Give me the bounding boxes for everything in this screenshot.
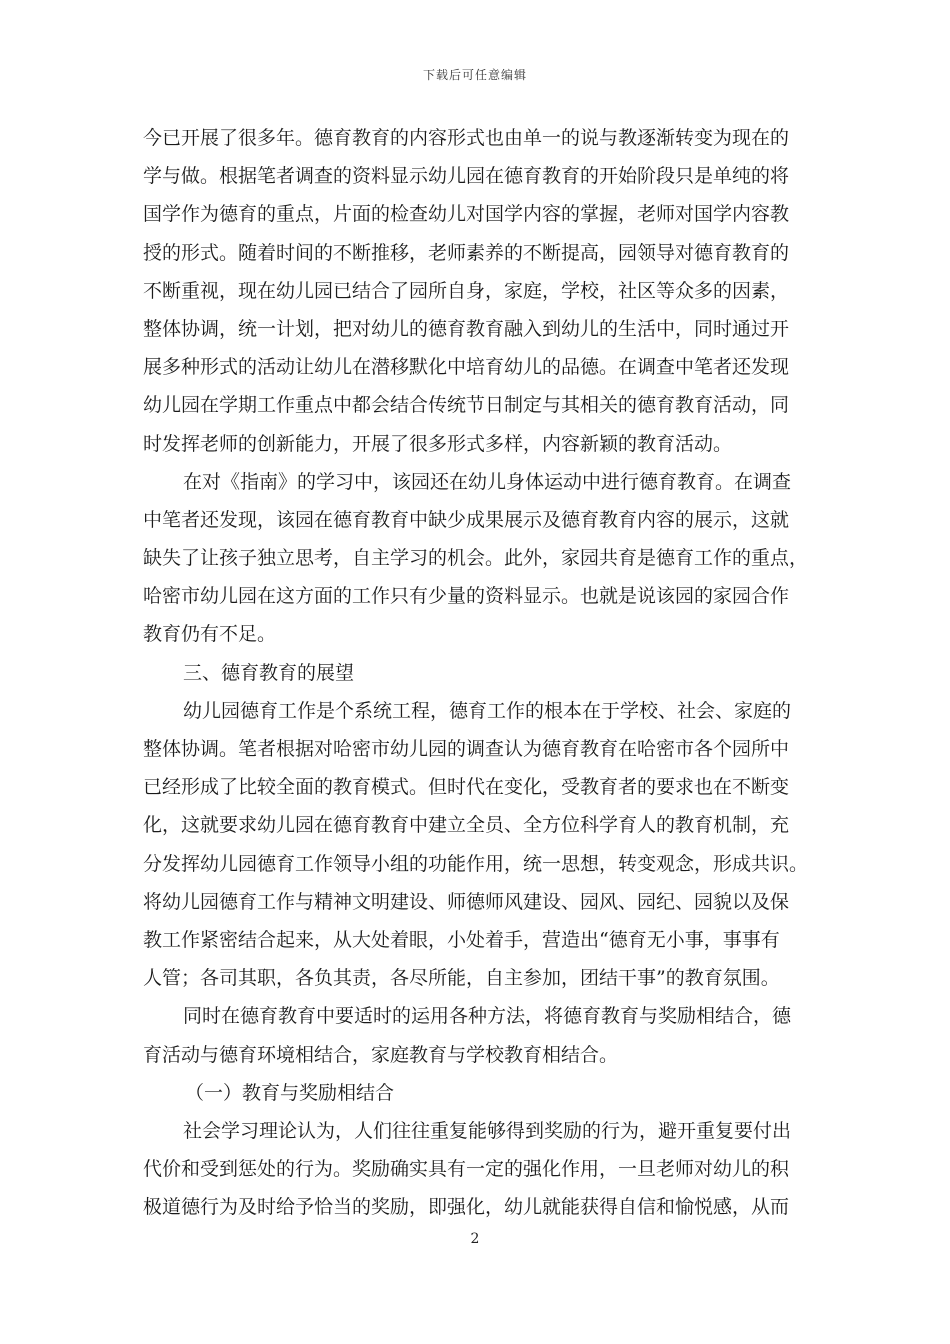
paragraph-1-line-4: 授的形式。随着时间的不断推移，老师素养的不断提高，园领导对德育教育的 bbox=[143, 241, 790, 264]
paragraph-3-line-7: 教工作紧密结合起来，从大处着眼，小处着手，营造出“德育无小事，事事有 bbox=[143, 928, 780, 951]
paragraph-1-line-5: 不断重视，现在幼儿园已结合了园所自身，家庭，学校，社区等众多的因素， bbox=[143, 279, 790, 302]
paragraph-2-line-3: 缺失了让孩子独立思考，自主学习的机会。此外，家园共育是德育工作的重点， bbox=[143, 547, 809, 570]
paragraph-5-line-3: 极道德行为及时给予恰当的奖励，即强化，幼儿就能获得自信和愉悦感，从而 bbox=[143, 1196, 790, 1219]
paragraph-2-line-2: 中笔者还发现，该园在德育教育中缺少成果展示及德育教育内容的展示，这就 bbox=[143, 508, 790, 531]
paragraph-3-line-1: 幼儿园德育工作是个系统工程，德育工作的根本在于学校、社会、家庭的 bbox=[183, 699, 792, 722]
paragraph-4-line-1: 同时在德育教育中要适时的运用各种方法，将德育教育与奖励相结合，德 bbox=[183, 1005, 792, 1028]
section-heading-3: 三、德育教育的展望 bbox=[183, 661, 355, 684]
paragraph-2-line-1: 在对《指南》的学习中，该园还在幼儿身体运动中进行德育教育。在调查 bbox=[183, 470, 792, 493]
paragraph-3-line-6: 将幼儿园德育工作与精神文明建设、师德师风建设、园风、园纪、园貌以及保 bbox=[143, 890, 790, 913]
paragraph-3-line-8: 人管；各司其职，各负其责，各尽所能，自主参加，团结干事”的教育氛围。 bbox=[143, 967, 780, 990]
paragraph-1-line-2: 学与做。根据笔者调查的资料显示幼儿园在德育教育的开始阶段只是单纯的将 bbox=[143, 165, 790, 188]
paragraph-3-line-4: 化，这就要求幼儿园在德育教育中建立全员、全方位科学育人的教育机制，充 bbox=[143, 814, 790, 837]
page-number: 2 bbox=[470, 1231, 480, 1247]
document-body bbox=[143, 119, 807, 1226]
paragraph-1-line-9: 时发挥老师的创新能力，开展了很多形式多样，内容新颖的教育活动。 bbox=[143, 432, 733, 455]
paragraph-2-line-5: 教育仍有不足。 bbox=[143, 623, 277, 646]
paragraph-3-line-3: 已经形成了比较全面的教育模式。但时代在变化，受教育者的要求也在不断变 bbox=[143, 776, 790, 799]
paragraph-1-line-6: 整体协调，统一计划，把对幼儿的德育教育融入到幼儿的生活中，同时通过开 bbox=[143, 317, 790, 340]
paragraph-1-line-3: 国学作为德育的重点，片面的检查幼儿对国学内容的掌握，老师对国学内容教 bbox=[143, 203, 790, 226]
paragraph-2-line-4: 哈密市幼儿园在这方面的工作只有少量的资料显示。也就是说该园的家园合作 bbox=[143, 585, 790, 608]
page-header: 下载后可任意编辑 bbox=[422, 68, 527, 82]
paragraph-1-line-1: 今已开展了很多年。德育教育的内容形式也由单一的说与教逐渐转变为现在的 bbox=[143, 127, 790, 149]
paragraph-3-line-2: 整体协调。笔者根据对哈密市幼儿园的调查认为德育教育在哈密市各个园所中 bbox=[143, 738, 790, 760]
paragraph-4-line-2: 育活动与德育环境相结合，家庭教育与学校教育相结合。 bbox=[143, 1043, 619, 1066]
paragraph-1-line-8: 幼儿园在学期工作重点中都会结合传统节日制定与其相关的德育教育活动，同 bbox=[143, 394, 790, 417]
subsection-heading-1: （一）教育与奖励相结合 bbox=[185, 1081, 395, 1104]
paragraph-3-line-5: 分发挥幼儿园德育工作领导小组的功能作用，统一思想，转变观念，形成共识。 bbox=[143, 852, 809, 875]
paragraph-5-line-1: 社会学习理论认为，人们往往重复能够得到奖励的行为，避开重复要付出 bbox=[183, 1119, 792, 1142]
paragraph-1-line-7: 展多种形式的活动让幼儿在潜移默化中培育幼儿的品德。在调查中笔者还发现 bbox=[143, 356, 790, 379]
paragraph-5-line-2: 代价和受到惩处的行为。奖励确实具有一定的强化作用，一旦老师对幼儿的积 bbox=[143, 1158, 790, 1181]
